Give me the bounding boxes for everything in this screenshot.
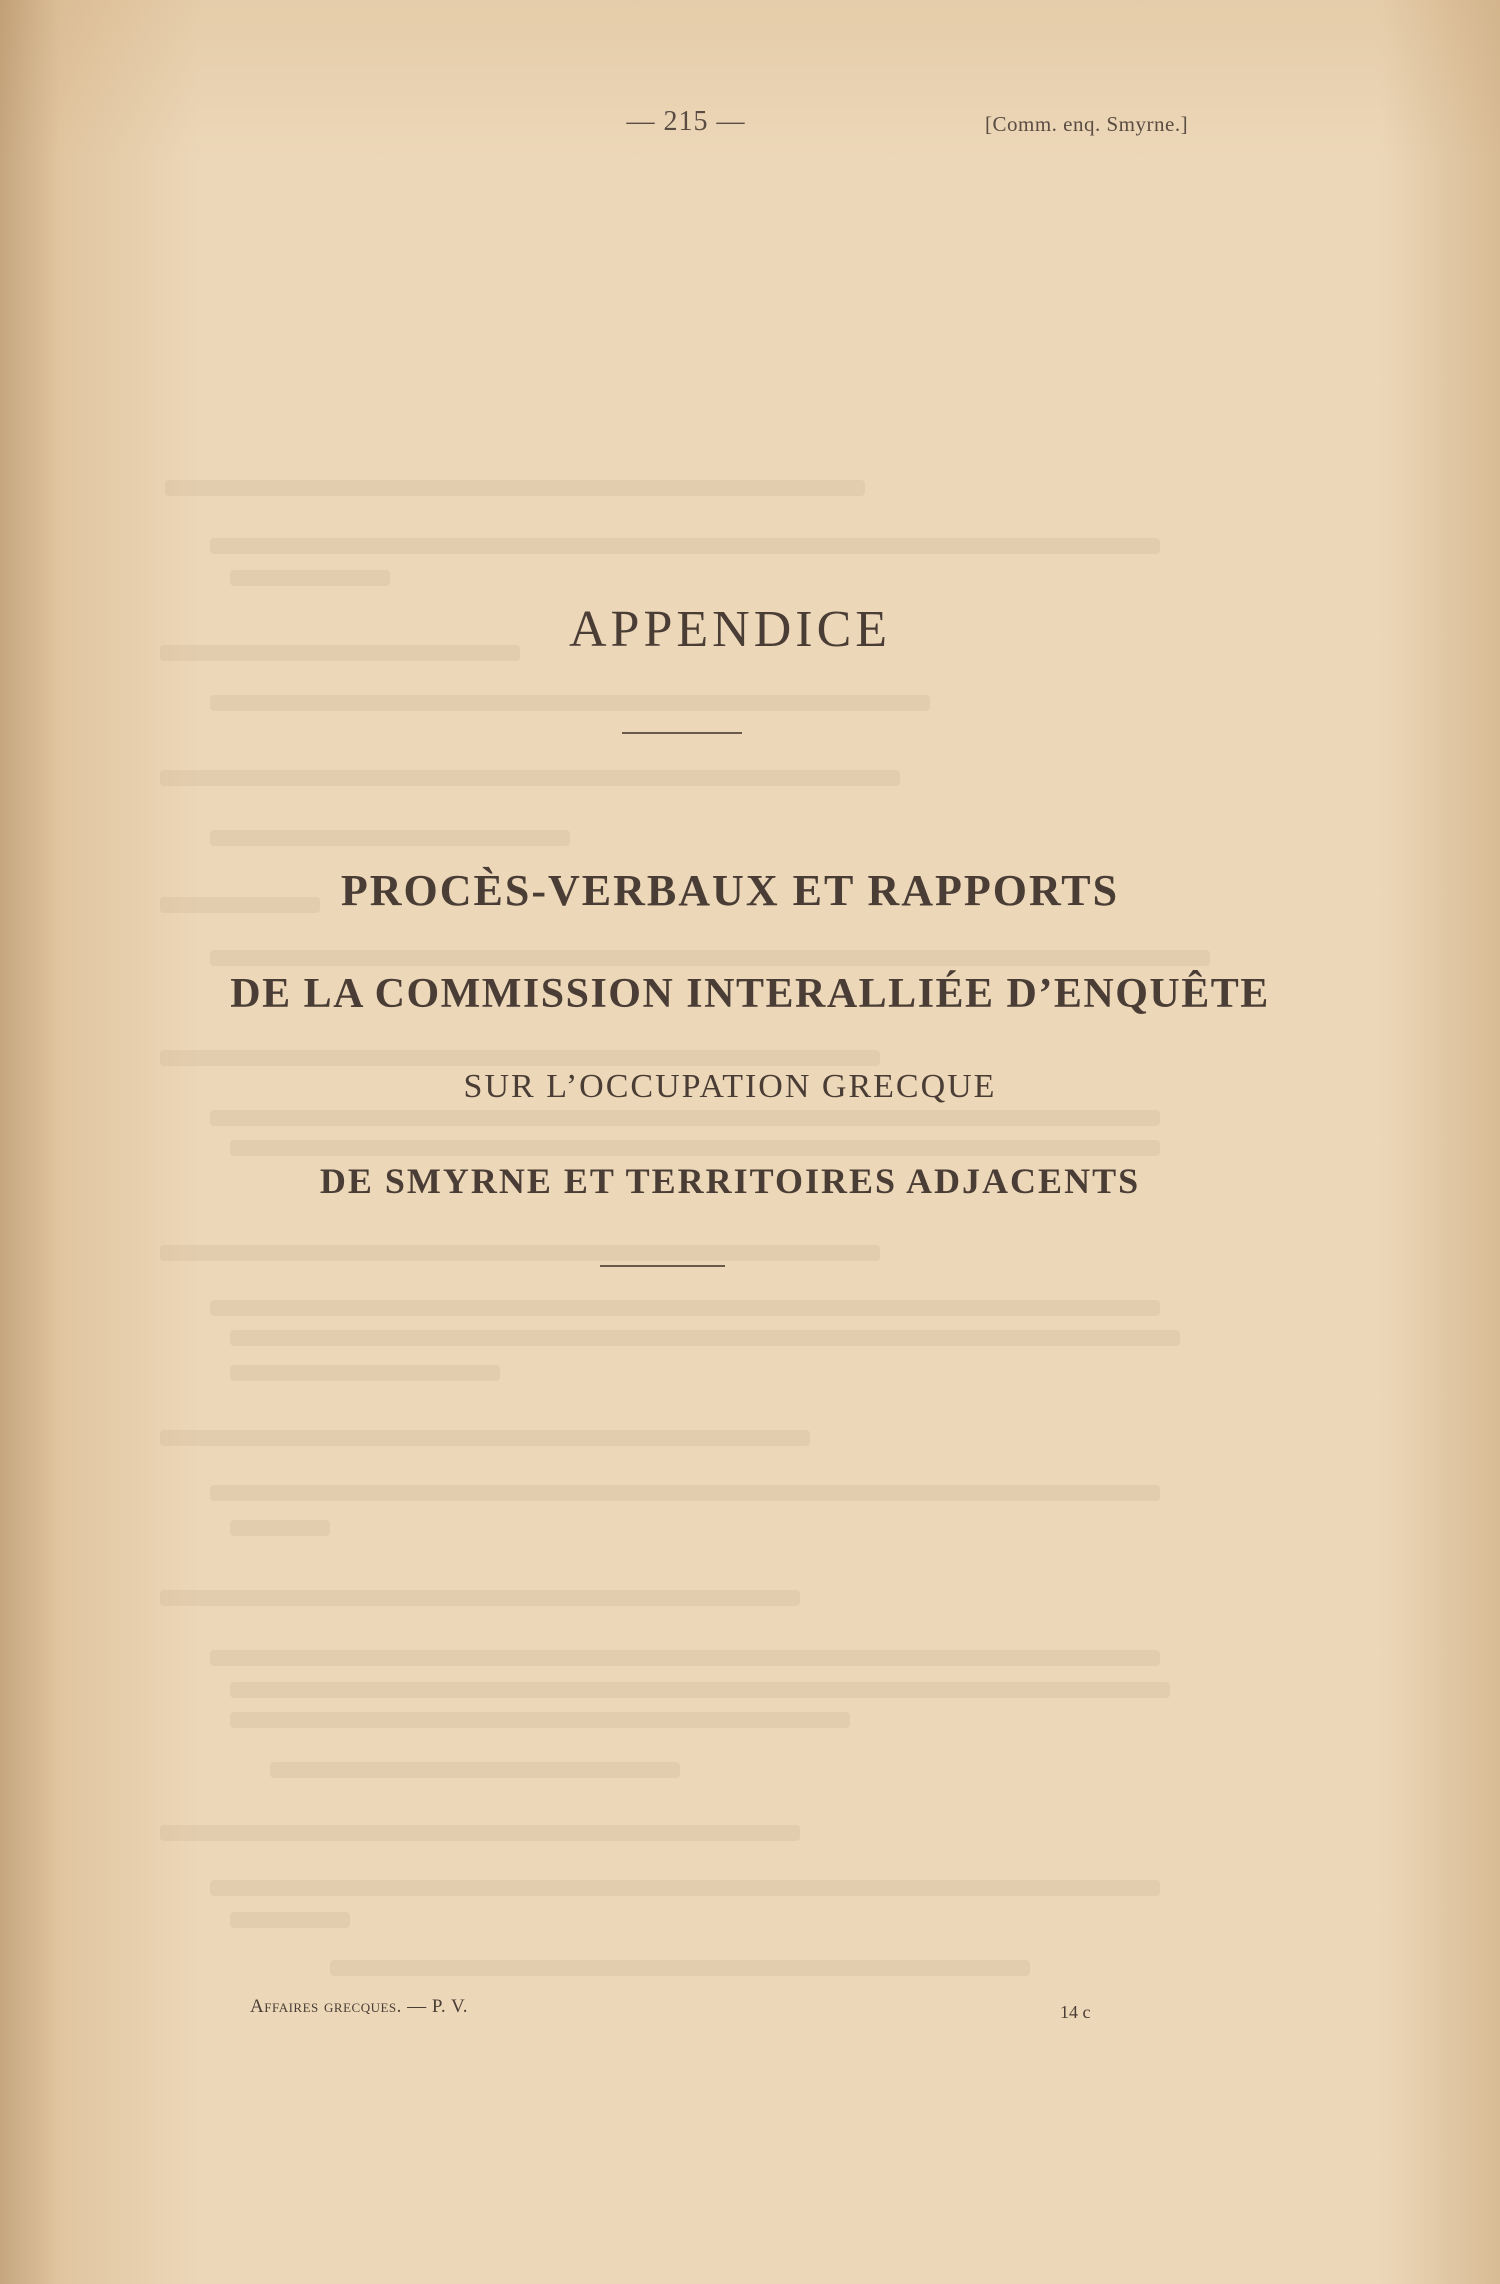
- heading-line-2: DE LA COMMISSION INTERALLIÉE D’ENQUÊTE: [230, 971, 1270, 1017]
- appendix-title: APPENDICE: [568, 601, 892, 658]
- footer-series: Affaires grecques. — P. V.: [250, 1996, 469, 2017]
- footer-signature: 14 c: [1060, 2002, 1091, 2022]
- divider-rule: [622, 732, 742, 734]
- divider-rule: [600, 1265, 725, 1267]
- running-head: [Comm. enq. Smyrne.]: [985, 112, 1189, 136]
- heading-line-1: PROCÈS-VERBAUX ET RAPPORTS: [340, 866, 1120, 915]
- heading-line-4: DE SMYRNE ET TERRITOIRES ADJACENTS: [319, 1161, 1141, 1201]
- page-number: — 215 —: [626, 106, 746, 137]
- heading-line-3: SUR L’OCCUPATION GRECQUE: [463, 1068, 997, 1105]
